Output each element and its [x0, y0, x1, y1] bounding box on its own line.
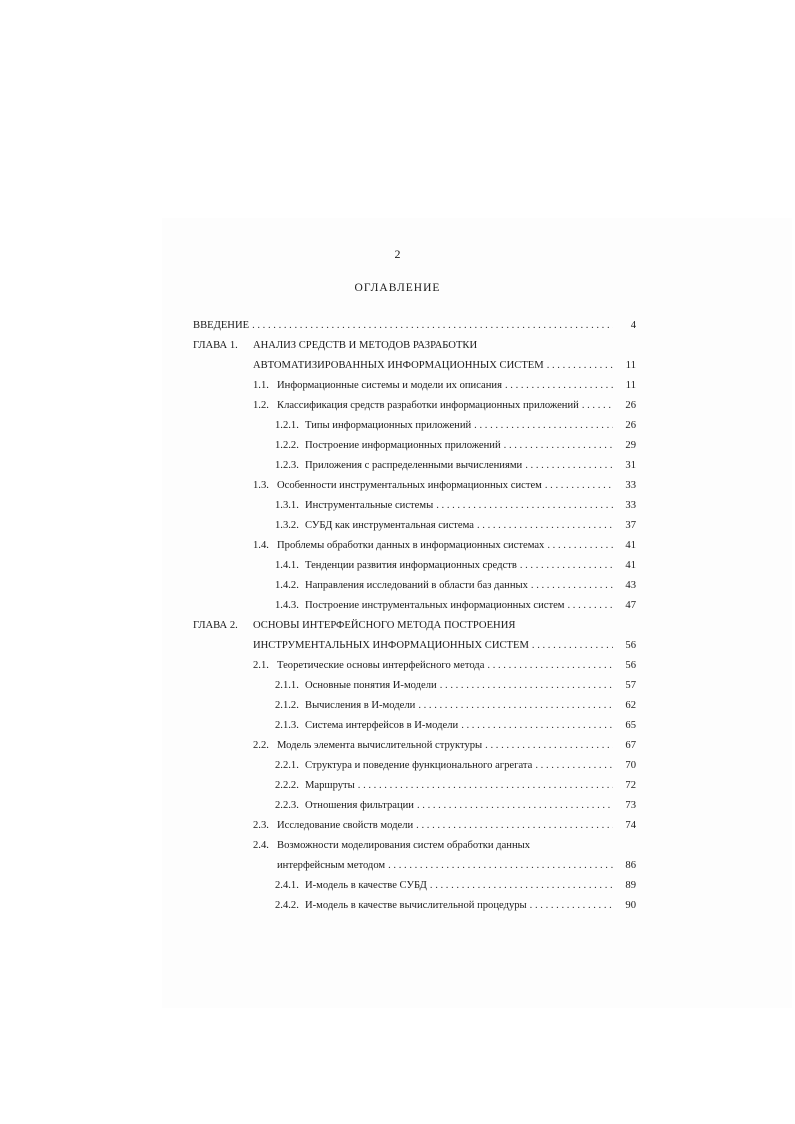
toc-entry-page: 4	[630, 320, 636, 331]
leader-dots	[487, 658, 613, 674]
toc-entry-text: Исследование свойств модели	[277, 820, 414, 831]
leader-dots	[530, 898, 613, 914]
toc-entry-text: Маршруты	[305, 780, 355, 791]
toc-entry-2-1-2[interactable]	[275, 698, 636, 714]
toc-entry-number: ГЛАВА 1.	[193, 340, 238, 351]
toc-entry-page: 11	[625, 380, 636, 391]
toc-entry-text: Построение инструментальных информационных систем	[305, 600, 565, 611]
toc-entry-page: 74	[625, 820, 636, 831]
toc-title: ОГЛАВЛЕНИЕ	[354, 282, 441, 294]
toc-entry-number: 2.4.	[253, 840, 269, 851]
toc-entry-page: 29	[625, 440, 636, 451]
toc-entry-text: Система интерфейсов в И-модели	[305, 720, 459, 731]
toc-entry-page: 41	[625, 540, 636, 551]
toc-entry-1-2-3[interactable]	[275, 458, 636, 474]
toc-entry-page: 65	[625, 720, 636, 731]
toc-entry-1-4-2[interactable]	[275, 578, 636, 594]
toc-entry-2-3[interactable]	[253, 818, 636, 834]
toc-entry-text: интерфейсным методом	[277, 860, 386, 871]
toc-entry-page: 56	[625, 660, 636, 671]
toc-entry-text: Возможности моделирования систем обработки данных	[277, 840, 531, 851]
toc-entry-1-3-2[interactable]	[275, 518, 636, 534]
toc-entry-1-2-1[interactable]	[275, 418, 636, 434]
toc-entry-number: ГЛАВА 2.	[193, 620, 238, 631]
toc-entry-2-4-cont[interactable]	[277, 858, 636, 874]
leader-dots	[417, 798, 613, 814]
toc-entry-text: Тенденции развития информационных средств	[305, 560, 517, 571]
leader-dots	[436, 498, 613, 514]
toc-entry-number: 1.2.	[253, 400, 269, 411]
leader-dots	[252, 318, 613, 334]
toc-entry-number: 1.3.	[253, 480, 269, 491]
toc-entry-text: ВВЕДЕНИЕ	[193, 320, 250, 331]
toc-entry-text: Проблемы обработки данных в информационных системах	[277, 540, 545, 551]
leader-dots	[430, 878, 613, 894]
toc-entry-chapter-1-cont[interactable]	[253, 358, 636, 374]
toc-entry-page: 43	[625, 580, 636, 591]
toc-entry-page: 31	[625, 460, 636, 471]
toc-entry-number: 2.2.1.	[275, 760, 299, 771]
toc-entry-number: 1.4.2.	[275, 580, 299, 591]
toc-entry-page: 26	[625, 420, 636, 431]
leader-dots	[525, 458, 613, 474]
toc-entry-text: ОСНОВЫ ИНТЕРФЕЙСНОГО МЕТОДА ПОСТРОЕНИЯ	[253, 620, 516, 631]
toc-entry-text: И-модель в качестве вычислительной процедуры	[305, 900, 527, 911]
toc-entry-text: Типы информационных приложений	[305, 420, 472, 431]
toc-entry-1-4-1[interactable]	[275, 558, 636, 574]
toc-entry-number: 2.1.1.	[275, 680, 299, 691]
toc-entry-page: 37	[625, 520, 636, 531]
toc-entry-text: Инструментальные системы	[305, 500, 434, 511]
toc-entry-number: 2.2.3.	[275, 800, 299, 811]
toc-entry-number: 1.4.	[253, 540, 269, 551]
toc-entry-text: Направления исследований в области баз данных	[305, 580, 528, 591]
toc-entry-text: Классификация средств разработки информационных приложений	[277, 400, 579, 411]
toc-entry-text: Структура и поведение функционального агрегата	[305, 760, 533, 771]
toc-entry-1-2[interactable]	[253, 398, 636, 414]
toc-entry-text: ИНСТРУМЕНТАЛЬНЫХ ИНФОРМАЦИОННЫХ СИСТЕМ	[253, 640, 529, 651]
toc-entry-text: Особенности инструментальных информационных систем	[277, 480, 542, 491]
toc-entry-number: 1.4.3.	[275, 600, 299, 611]
toc-entry-number: 2.4.1.	[275, 880, 299, 891]
toc-entry-page: 33	[625, 500, 636, 511]
leader-dots	[485, 738, 613, 754]
leader-dots	[474, 418, 613, 434]
toc-entry-text: Модель элемента вычислительной структуры	[277, 740, 483, 751]
leader-dots	[461, 718, 613, 734]
toc-entry-number: 1.2.2.	[275, 440, 299, 451]
toc-entry-page: 72	[625, 780, 636, 791]
toc-entry-number: 2.1.3.	[275, 720, 299, 731]
leader-dots	[532, 638, 613, 654]
toc-entry-page: 33	[625, 480, 636, 491]
toc-entry-text: АНАЛИЗ СРЕДСТВ И МЕТОДОВ РАЗРАБОТКИ	[253, 340, 478, 351]
toc-entry-page: 26	[625, 400, 636, 411]
toc-entry-page: 67	[625, 740, 636, 751]
toc-entry-number: 1.1.	[253, 380, 269, 391]
toc-entry-2-2-2[interactable]	[275, 778, 636, 794]
toc-entry-1-4-3[interactable]	[275, 598, 636, 614]
leader-dots	[505, 378, 613, 394]
leader-dots	[535, 758, 613, 774]
toc-entry-2-4[interactable]	[253, 838, 636, 854]
leader-dots	[582, 398, 613, 414]
toc-entry-chapter-1[interactable]	[193, 338, 636, 354]
leader-dots	[358, 778, 613, 794]
toc-entry-text: Теоретические основы интерфейсного метода	[277, 660, 485, 671]
toc-entry-number: 2.1.2.	[275, 700, 299, 711]
toc-entry-page: 70	[625, 760, 636, 771]
leader-dots	[477, 518, 613, 534]
toc-entry-text: Построение информационных приложений	[305, 440, 501, 451]
toc-entry-page: 47	[625, 600, 636, 611]
toc-entry-page: 73	[625, 800, 636, 811]
toc-entry-number: 1.2.3.	[275, 460, 299, 471]
toc-entry-1-1[interactable]	[253, 378, 636, 394]
leader-dots	[418, 698, 613, 714]
toc-entry-text: СУБД как инструментальная система	[305, 520, 474, 531]
toc-entry-page: 86	[625, 860, 636, 871]
toc-entry-number: 2.3.	[253, 820, 269, 831]
toc-entry-1-3[interactable]	[253, 478, 636, 494]
toc-entry-text: Информационные системы и модели их описания	[277, 380, 502, 391]
toc-entry-number: 2.2.2.	[275, 780, 299, 791]
toc-entry-text: Отношения фильтрации	[305, 800, 414, 811]
toc-entry-number: 1.4.1.	[275, 560, 299, 571]
toc-entry-2-1-3[interactable]	[275, 718, 636, 734]
leader-dots	[440, 678, 613, 694]
toc-entry-page: 57	[625, 680, 636, 691]
toc-entry-text: И-модель в качестве СУБД	[305, 880, 427, 891]
leader-dots	[547, 538, 613, 554]
leader-dots	[388, 858, 613, 874]
toc-entry-2-1-1[interactable]	[275, 678, 636, 694]
toc-entry-1-3-1[interactable]	[275, 498, 636, 514]
toc-entry-number: 1.2.1.	[275, 420, 299, 431]
toc-entry-text: Приложения с распределенными вычислениями	[305, 460, 523, 471]
leader-dots	[547, 358, 613, 374]
toc-entry-text: Вычисления в И-модели	[305, 700, 416, 711]
leader-dots	[504, 438, 613, 454]
toc-entry-page: 41	[625, 560, 636, 571]
toc-entry-1-4[interactable]	[253, 538, 636, 554]
toc-entry-text: АВТОМАТИЗИРОВАННЫХ ИНФОРМАЦИОННЫХ СИСТЕМ	[253, 360, 544, 371]
toc-entry-page: 89	[625, 880, 636, 891]
leader-dots	[520, 558, 613, 574]
toc-entry-number: 1.3.2.	[275, 520, 299, 531]
toc-entry-number: 2.4.2.	[275, 900, 299, 911]
toc-entry-text: Основные понятия И-модели	[305, 680, 437, 691]
toc-entry-chapter-2-cont[interactable]	[253, 638, 636, 654]
toc-entry-chapter-2[interactable]	[193, 618, 636, 634]
toc-entry-page: 90	[625, 900, 636, 911]
toc-entry-introduction[interactable]	[193, 318, 636, 334]
toc-entry-2-4-2[interactable]	[275, 898, 636, 914]
toc-entry-page: 56	[625, 640, 636, 651]
leader-dots	[568, 598, 614, 614]
toc-entry-2-4-1[interactable]	[275, 878, 636, 894]
toc-entry-number: 1.3.1.	[275, 500, 299, 511]
toc-entry-page: 62	[625, 700, 636, 711]
leader-dots	[545, 478, 613, 494]
toc-entry-2-1[interactable]	[253, 658, 636, 674]
toc-entry-number: 2.1.	[253, 660, 269, 671]
toc-entry-2-2[interactable]	[253, 738, 636, 754]
leader-dots	[416, 818, 613, 834]
toc-entry-number: 2.2.	[253, 740, 269, 751]
leader-dots	[531, 578, 613, 594]
toc-entry-page: 11	[625, 360, 636, 371]
toc-entry-2-2-1[interactable]	[275, 758, 636, 774]
page-number: 2	[394, 247, 401, 261]
toc-entry-1-2-2[interactable]	[275, 438, 636, 454]
toc-entry-2-2-3[interactable]	[275, 798, 636, 814]
